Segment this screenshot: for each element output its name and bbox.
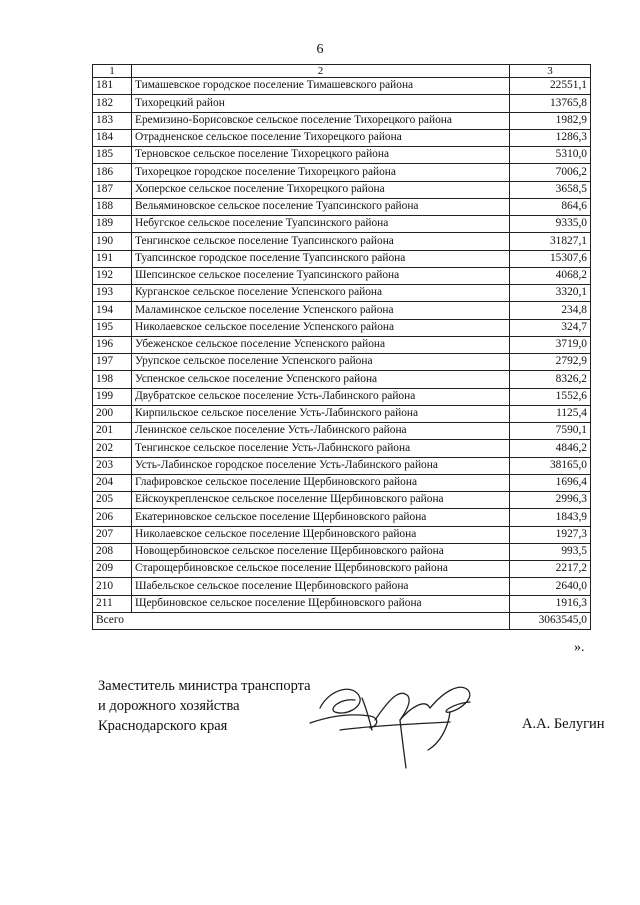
table-row: [93, 336, 591, 353]
row-number: 200: [93, 405, 132, 422]
column-header-amount: 3: [510, 65, 591, 78]
row-amount: 4846,2: [510, 440, 591, 457]
table-body: [93, 78, 591, 613]
row-amount: 1916,3: [510, 595, 591, 612]
row-number: 211: [93, 595, 132, 612]
settlement-name: Усть-Лабинское городское поселение Усть-Лабинского района: [132, 457, 510, 474]
table-row: [93, 147, 591, 164]
signatory-position-line: Краснодарского края: [98, 718, 228, 734]
table-row: [93, 354, 591, 371]
total-amount: 3063545,0: [510, 612, 591, 629]
table-row: [93, 492, 591, 509]
row-amount: 3320,1: [510, 285, 591, 302]
table-row: [93, 509, 591, 526]
row-number: 198: [93, 371, 132, 388]
row-amount: 3719,0: [510, 336, 591, 353]
row-amount: 5310,0: [510, 147, 591, 164]
total-label: Всего: [93, 612, 510, 629]
row-amount: 7006,2: [510, 164, 591, 181]
row-number: 201: [93, 423, 132, 440]
settlement-name: Тихорецкое городское поселение Тихорецкого района: [132, 164, 510, 181]
settlement-name: Отрадненское сельское поселение Тихорецкого района: [132, 129, 510, 146]
page-number: 6: [316, 42, 324, 57]
column-header-name: 2: [132, 65, 510, 78]
settlement-name: Небугское сельское поселение Туапсинского района: [132, 216, 510, 233]
settlement-name: Терновское сельское поселение Тихорецкого района: [132, 147, 510, 164]
row-number: 194: [93, 302, 132, 319]
table-row: [93, 181, 591, 198]
settlement-name: Убеженское сельское поселение Успенского района: [132, 336, 510, 353]
row-amount: 2640,0: [510, 578, 591, 595]
row-amount: 1125,4: [510, 405, 591, 422]
row-number: 210: [93, 578, 132, 595]
settlement-name: Шепсинское сельское поселение Туапсинского района: [132, 267, 510, 284]
column-header-number: 1: [93, 65, 132, 78]
row-number: 185: [93, 147, 132, 164]
row-amount: 8326,2: [510, 371, 591, 388]
row-amount: 2792,9: [510, 354, 591, 371]
row-number: 192: [93, 267, 132, 284]
settlement-name: Вельяминовское сельское поселение Туапсинского района: [132, 198, 510, 215]
row-number: 191: [93, 250, 132, 267]
row-number: 208: [93, 543, 132, 560]
row-number: 190: [93, 233, 132, 250]
total-row: [93, 612, 591, 629]
settlement-name: Щербиновское сельское поселение Щербиновского района: [132, 595, 510, 612]
table-row: [93, 595, 591, 612]
table-row: [93, 423, 591, 440]
row-amount: 2996,3: [510, 492, 591, 509]
row-number: 188: [93, 198, 132, 215]
settlement-name: Тенгинское сельское поселение Усть-Лабинского района: [132, 440, 510, 457]
row-number: 184: [93, 129, 132, 146]
settlement-name: Курганское сельское поселение Успенского района: [132, 285, 510, 302]
row-number: 207: [93, 526, 132, 543]
signatory-position-line: Заместитель министра транспорта: [98, 678, 311, 694]
settlement-name: Тенгинское сельское поселение Туапсинского района: [132, 233, 510, 250]
row-amount: 864,6: [510, 198, 591, 215]
row-number: 206: [93, 509, 132, 526]
row-number: 209: [93, 561, 132, 578]
row-amount: 993,5: [510, 543, 591, 560]
row-number: 187: [93, 181, 132, 198]
row-number: 199: [93, 388, 132, 405]
settlement-name: Тимашевское городское поселение Тимашевского района: [132, 78, 510, 95]
row-amount: 1696,4: [510, 474, 591, 491]
table-row: [93, 561, 591, 578]
table-row: [93, 457, 591, 474]
table-row: [93, 319, 591, 336]
handwritten-signature: [300, 668, 500, 778]
settlement-name: Ленинское сельское поселение Усть-Лабинского района: [132, 423, 510, 440]
table-row: [93, 578, 591, 595]
table-row: [93, 129, 591, 146]
table-row: [93, 474, 591, 491]
closing-quote-mark: ».: [574, 640, 585, 655]
row-amount: 1982,9: [510, 112, 591, 129]
row-amount: 7590,1: [510, 423, 591, 440]
row-number: 189: [93, 216, 132, 233]
row-number: 186: [93, 164, 132, 181]
row-amount: 1286,3: [510, 129, 591, 146]
table-row: [93, 526, 591, 543]
table-row: [93, 164, 591, 181]
settlement-name: Двубратское сельское поселение Усть-Лабинского района: [132, 388, 510, 405]
table-row: [93, 95, 591, 112]
table-row: [93, 267, 591, 284]
row-amount: 4068,2: [510, 267, 591, 284]
settlement-name: Тихорецкий район: [132, 95, 510, 112]
settlement-name: Глафировское сельское поселение Щербиновского района: [132, 474, 510, 491]
row-number: 195: [93, 319, 132, 336]
table-header-row: [93, 65, 591, 78]
row-amount: 9335,0: [510, 216, 591, 233]
table-row: [93, 405, 591, 422]
row-number: 202: [93, 440, 132, 457]
settlement-name: Николаевское сельское поселение Успенского района: [132, 319, 510, 336]
row-number: 205: [93, 492, 132, 509]
table-row: [93, 250, 591, 267]
settlement-name: Екатериновское сельское поселение Щербиновского района: [132, 509, 510, 526]
row-amount: 1843,9: [510, 509, 591, 526]
row-amount: 2217,2: [510, 561, 591, 578]
row-number: 181: [93, 78, 132, 95]
row-amount: 1927,3: [510, 526, 591, 543]
row-amount: 324,7: [510, 319, 591, 336]
signature-block: [98, 676, 311, 736]
table-row: [93, 285, 591, 302]
row-amount: 38165,0: [510, 457, 591, 474]
row-number: 182: [93, 95, 132, 112]
signer-name: А.А. Белугин: [522, 716, 605, 732]
row-amount: 13765,8: [510, 95, 591, 112]
row-number: 203: [93, 457, 132, 474]
settlement-name: Старощербиновское сельское поселение Щербиновского района: [132, 561, 510, 578]
settlement-name: Туапсинское городское поселение Туапсинского района: [132, 250, 510, 267]
row-amount: 22551,1: [510, 78, 591, 95]
row-amount: 3658,5: [510, 181, 591, 198]
settlement-name: Николаевское сельское поселение Щербиновского района: [132, 526, 510, 543]
settlement-name: Новощербиновское сельское поселение Щербиновского района: [132, 543, 510, 560]
table-row: [93, 440, 591, 457]
settlement-name: Еремизино-Борисовское сельское поселение Тихорецкого района: [132, 112, 510, 129]
settlement-name: Успенское сельское поселение Успенского района: [132, 371, 510, 388]
row-number: 193: [93, 285, 132, 302]
row-number: 197: [93, 354, 132, 371]
settlement-name: Урупское сельское поселение Успенского района: [132, 354, 510, 371]
table-row: [93, 371, 591, 388]
allocation-table: [92, 64, 591, 630]
table-row: [93, 543, 591, 560]
settlement-name: Кирпильское сельское поселение Усть-Лабинского района: [132, 405, 510, 422]
row-number: 196: [93, 336, 132, 353]
signatory-position-line: и дорожного хозяйства: [98, 698, 240, 714]
settlement-name: Хоперское сельское поселение Тихорецкого района: [132, 181, 510, 198]
table-row: [93, 302, 591, 319]
row-amount: 1552,6: [510, 388, 591, 405]
row-amount: 15307,6: [510, 250, 591, 267]
settlement-name: Ейскоукрепленское сельское поселение Щербиновского района: [132, 492, 510, 509]
table-row: [93, 233, 591, 250]
table-row: [93, 198, 591, 215]
row-number: 183: [93, 112, 132, 129]
row-amount: 234,8: [510, 302, 591, 319]
table-row: [93, 388, 591, 405]
row-number: 204: [93, 474, 132, 491]
settlement-name: Шабельское сельское поселение Щербиновского района: [132, 578, 510, 595]
table-row: [93, 112, 591, 129]
table-row: [93, 216, 591, 233]
table-row: [93, 78, 591, 95]
row-amount: 31827,1: [510, 233, 591, 250]
settlement-name: Маламинское сельское поселение Успенского района: [132, 302, 510, 319]
